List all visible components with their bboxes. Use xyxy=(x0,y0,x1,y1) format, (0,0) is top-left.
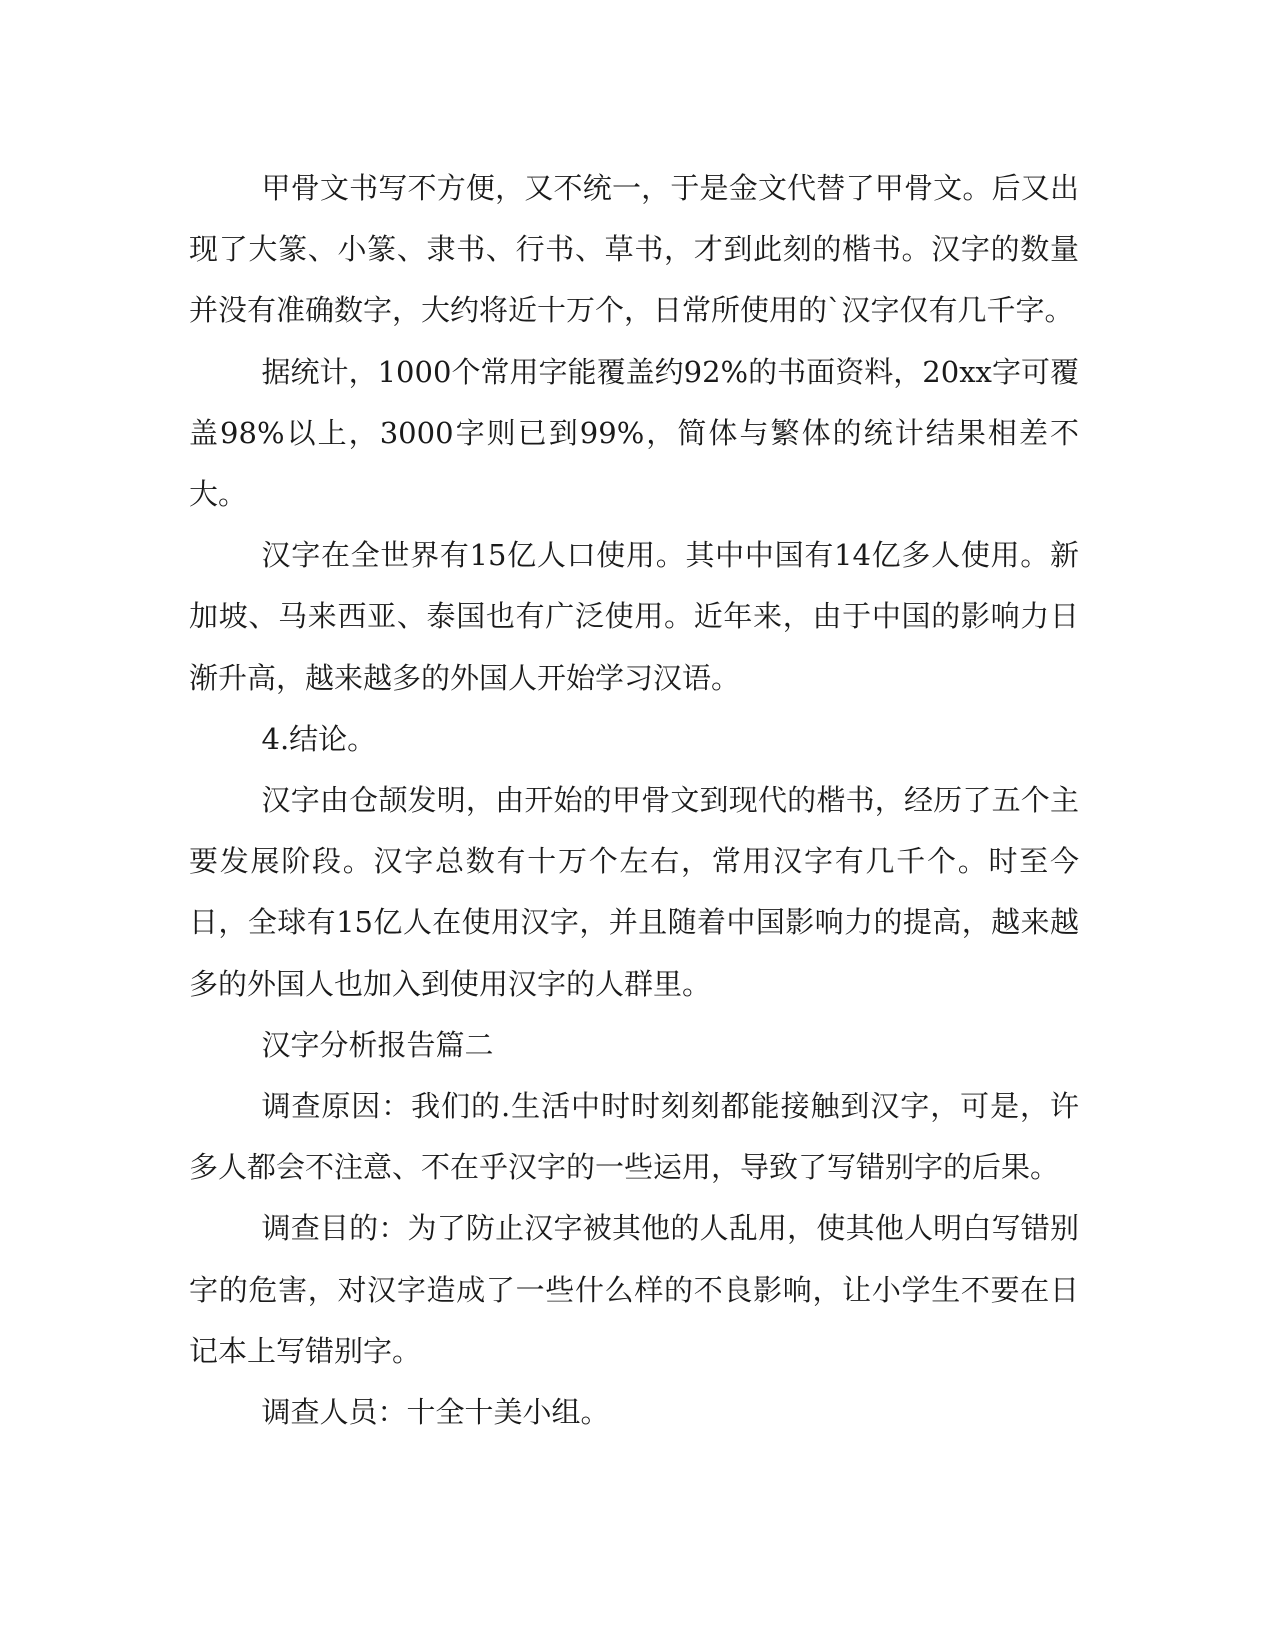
paragraph-conclusion: 汉字由仓颉发明，由开始的甲骨文到现代的楷书，经历了五个主要发展阶段。汉字总数有十万个左右，常用汉字有几千个。时至今日，全球有15亿人在使用汉字，并且随着中国影响力的提高，越来越多的外国人也加入到使用汉字的人群里。 xyxy=(189,783,1079,1001)
document-body xyxy=(189,158,1079,1443)
paragraph-survey-reason: 调查原因：我们的.生活中时时刻刻都能接触到汉字，可是，许多人都会不注意、不在乎汉字的一些运用，导致了写错别字的后果。 xyxy=(189,1089,1079,1185)
paragraph-survey-purpose: 调查目的：为了防止汉字被其他的人乱用，使其他人明白写错别字的危害，对汉字造成了一些什么样的不良影响，让小学生不要在日记本上写错别字。 xyxy=(189,1211,1079,1368)
section-heading-conclusion: 4.结论。 xyxy=(261,721,377,756)
section-heading-report-part-two: 汉字分析报告篇二 xyxy=(261,1027,494,1062)
paragraph-global-usage: 汉字在全世界有15亿人口使用。其中中国有14亿多人使用。新加坡、马来西亚、泰国也有广泛使用。近年来，由于中国的影响力日渐升高，越来越多的外国人开始学习汉语。 xyxy=(189,538,1079,695)
paragraph-oracle-bone-history: 甲骨文书写不方便，又不统一，于是金文代替了甲骨文。后又出现了大篆、小篆、隶书、行书、草书，才到此刻的楷书。汉字的数量并没有准确数字，大约将近十万个，日常所使用的`汉字仅有几千字。 xyxy=(189,171,1079,328)
paragraph-survey-members: 调查人员：十全十美小组。 xyxy=(261,1395,610,1430)
paragraph-usage-statistics: 据统计，1000个常用字能覆盖约92%的书面资料，20xx字可覆盖98%以上，3000字则已到99%，简体与繁体的统计结果相差不大。 xyxy=(189,354,1079,512)
